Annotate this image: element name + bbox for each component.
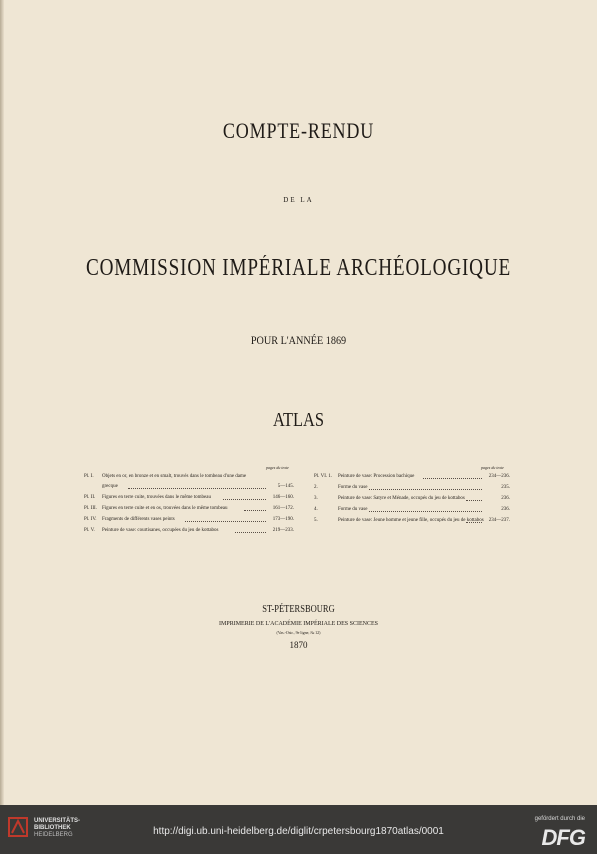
dot-leader <box>128 485 266 489</box>
title-commission: COMMISSION IMPÉRIALE ARCHÉOLOGIQUE <box>85 255 512 281</box>
dot-leader <box>466 519 482 523</box>
dot-leader <box>185 518 266 522</box>
plate-description: Objets en or, en bronze et en smalt, trouvés dans le tombeau d'une dame <box>102 474 247 479</box>
imprint-year: 1870 <box>289 640 308 650</box>
permalink-url[interactable]: http://digi.ub.uni-heidelberg.de/diglit/crpetersbourg1870atlas/0001 <box>153 826 444 837</box>
page-reference: 5—145. <box>277 484 294 489</box>
page-spine-shadow <box>0 0 4 805</box>
plate-description: Figures en terre cuite et en os, trouvées dans le même tombeau <box>102 506 228 511</box>
page-reference: 236. <box>501 496 510 501</box>
plate-description-continued: grecque <box>102 484 118 489</box>
plate-number: 2. <box>314 485 318 490</box>
plate-number: 3. <box>314 496 318 501</box>
uni-line-3: HEIDELBERG <box>34 832 73 838</box>
page-reference: 146—160. <box>272 495 294 500</box>
left-pages-header: pages du texte <box>266 465 289 470</box>
plate-number: Pl. IV. <box>84 517 97 522</box>
plate-number: Pl. II. <box>84 495 96 500</box>
dot-leader <box>423 475 482 479</box>
imprint-city: ST-PÉTERSBOURG <box>262 604 335 615</box>
page-reference: 161—172. <box>272 506 294 511</box>
plate-description: Fragments de différents vases peints <box>102 517 175 522</box>
dot-leader <box>235 529 267 533</box>
page-reference: 219—233. <box>272 528 294 533</box>
right-pages-header: pages du texte <box>481 465 504 470</box>
dot-leader <box>369 508 482 512</box>
dot-leader <box>223 496 266 500</box>
uni-line-1: UNIVERSITÄTS- <box>34 818 81 824</box>
right-plate-list <box>314 474 520 534</box>
plate-description: Peinture de vase: Satyre et Ménade, occupés du jeu de kottabos <box>338 496 465 501</box>
plate-number: 5. <box>314 518 318 523</box>
plate-description: Forme du vase <box>338 485 368 490</box>
subtitle-de-la: DE LA <box>283 196 314 204</box>
year-line: POUR L'ANNÉE 1869 <box>250 333 347 347</box>
title-compte-rendu: COMPTE-RENDU <box>222 118 375 143</box>
dot-leader <box>369 486 482 490</box>
dot-leader <box>244 507 267 511</box>
page-reference: 236. <box>501 507 510 512</box>
plate-description: Figures en terre cuite, trouvées dans le même tombeau <box>102 495 211 500</box>
dot-leader <box>466 497 482 501</box>
plate-description: Forme du vase <box>338 507 368 512</box>
plate-description: Peinture de vase: Procession bachique <box>338 474 415 479</box>
page-reference: 234—237. <box>488 518 510 523</box>
uni-line-2: BIBLIOTHEK <box>34 825 71 831</box>
page-reference: 235. <box>501 485 510 490</box>
plate-description: Peinture de vase: Jeune homme et jeune fille, occupés du jeu de kottabos <box>338 518 484 523</box>
plate-number: Pl. I. <box>84 474 94 479</box>
page-reference: 234—236. <box>488 474 510 479</box>
funded-by-label: gefördert durch die <box>534 816 585 822</box>
atlas-heading: ATLAS <box>272 409 325 431</box>
imprint-printer: IMPRIMERIE DE L'ACADÉMIE IMPÉRIALE DES SCIENCES <box>219 621 378 627</box>
imprint-address: (Vas.-Ostr., 9e ligne, № 12) <box>276 630 321 635</box>
dfg-logo[interactable]: DFG <box>541 825 585 850</box>
plate-number: Pl. III. <box>84 506 97 511</box>
left-plate-list <box>84 474 294 544</box>
plate-number: Pl. V. <box>84 528 95 533</box>
plate-description: Peinture de vase: courtisanes, occupées du jeu de kottabos <box>102 528 219 533</box>
plate-number: Pl. VI. 1. <box>314 474 333 479</box>
plate-number: 4. <box>314 507 318 512</box>
page-reference: 173—190. <box>272 517 294 522</box>
